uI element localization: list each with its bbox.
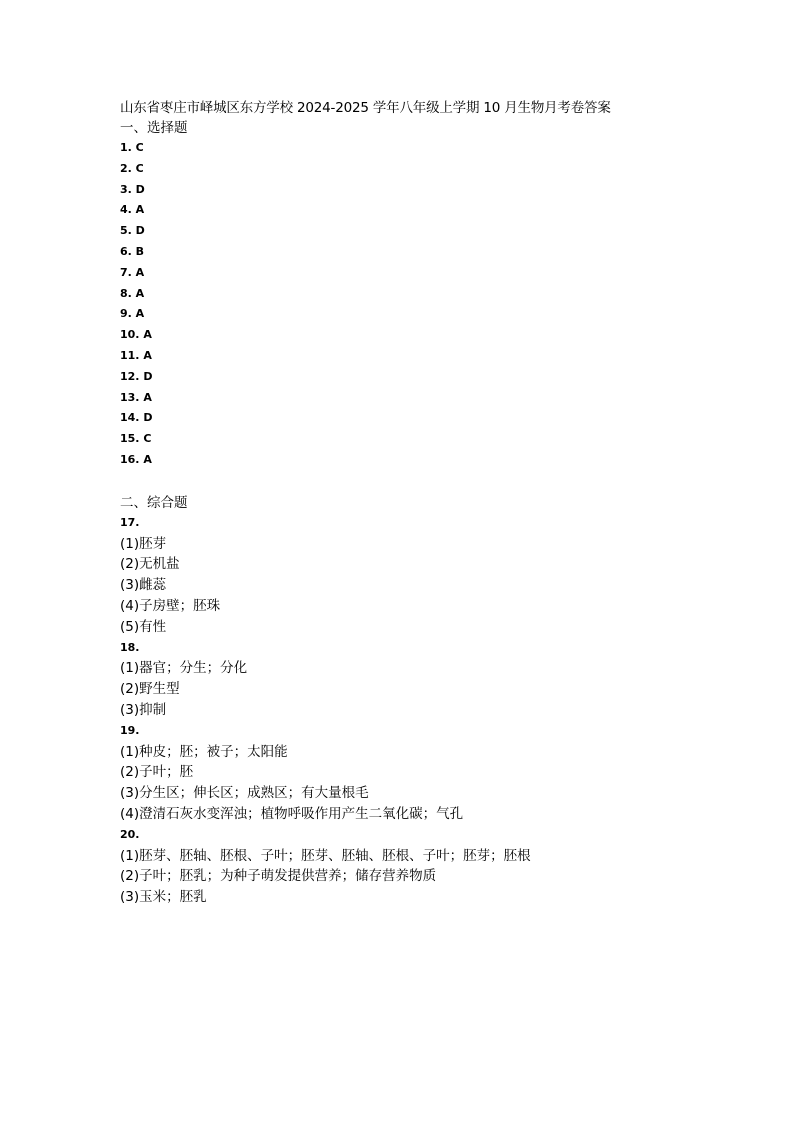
question-17 [120, 513, 740, 638]
choice-answer: 3. D [120, 182, 145, 196]
choice-answer-list [120, 138, 740, 471]
choice-answer: 7. A [120, 265, 145, 279]
answer-line: (2)子叶；胚 [120, 764, 194, 781]
choice-answer: 14. D [120, 411, 153, 425]
answer-line: (4)澄清石灰水变浑浊；植物呼吸作用产生二氧化碳；气孔 [120, 805, 464, 822]
choice-answer: 6. B [120, 244, 145, 258]
question-number: 17. [120, 515, 140, 529]
answer-line: (3)雌蕊 [120, 577, 167, 594]
section-heading-comprehensive: 二、综合题 [120, 494, 188, 511]
choice-answer: 8. A [120, 286, 145, 300]
section-heading-choice: 一、选择题 [120, 120, 188, 136]
document-content [120, 98, 740, 908]
question-19 [120, 721, 740, 825]
choice-answer: 9. A [120, 307, 145, 321]
answer-line: (1)器官；分生；分化 [120, 660, 248, 677]
choice-answer: 1. C [120, 141, 144, 154]
question-number: 20. [120, 827, 140, 841]
question-number: 18. [120, 640, 140, 654]
question-18 [120, 638, 740, 721]
choice-answer: 10. A [120, 328, 152, 342]
question-number: 19. [120, 723, 140, 737]
document-title: 山东省枣庄市峄城区东方学校 2024-2025 学年八年级上学期 10 月生物月考卷答案 [120, 100, 611, 116]
answer-line: (2)无机盐 [120, 556, 180, 573]
choice-answer: 2. C [120, 161, 144, 175]
answer-line: (1)胚芽 [120, 535, 167, 552]
choice-answer: 12. D [120, 369, 153, 383]
choice-answer: 5. D [120, 224, 145, 238]
section-spacer [120, 471, 740, 493]
answer-line: (2)子叶；胚乳；为种子萌发提供营养；储存营养物质 [120, 868, 437, 885]
answer-line: (5)有性 [120, 618, 167, 635]
choice-answer: 13. A [120, 390, 152, 404]
choice-answer: 4. A [120, 203, 145, 217]
answer-line: (3)玉米；胚乳 [120, 889, 207, 906]
choice-answer: 16. A [120, 452, 152, 466]
answer-line: (1)种皮；胚；被子；太阳能 [120, 743, 288, 760]
choice-answer: 11. A [120, 348, 152, 362]
question-20 [120, 825, 740, 908]
answer-line: (4)子房壁；胚珠 [120, 597, 221, 614]
answer-line: (3)抑制 [120, 701, 167, 718]
answer-line: (1)胚芽、胚轴、胚根、子叶；胚芽、胚轴、胚根、子叶；胚芽；胚根 [120, 847, 531, 864]
answer-line: (2)野生型 [120, 681, 180, 698]
answer-line: (3)分生区；伸长区；成熟区；有大量根毛 [120, 785, 369, 802]
choice-answer: 15. C [120, 432, 152, 446]
